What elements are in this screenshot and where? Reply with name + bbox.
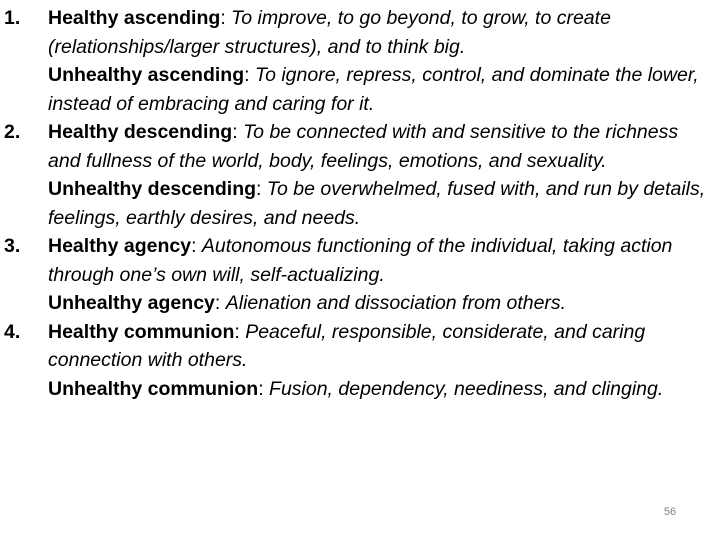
unhealthy-term: Unhealthy communion: [48, 377, 259, 400]
healthy-term: Healthy agency: [48, 235, 192, 257]
item-number: 3.: [4, 235, 21, 257]
item-number: 2.: [4, 121, 21, 143]
healthy-term: Healthy ascending: [48, 7, 221, 29]
unhealthy-term: Unhealthy agency: [48, 292, 215, 314]
healthy-description: Peaceful, responsible, considerate, and caring connection with others.: [48, 320, 646, 371]
unhealthy-description: Alienation and dissociation from others.: [225, 292, 567, 314]
separator: :: [256, 178, 267, 200]
healthy-line: [48, 118, 716, 175]
separator: :: [234, 320, 246, 343]
list-item: [4, 318, 716, 404]
separator: :: [191, 235, 202, 257]
healthy-line: [48, 4, 716, 61]
unhealthy-description: To ignore, repress, control, and dominate the lower, instead of embracing and caring for it.: [48, 64, 699, 115]
healthy-line: [48, 318, 716, 375]
unhealthy-line: [48, 289, 716, 318]
list-item: [4, 4, 716, 118]
separator: :: [244, 64, 255, 86]
unhealthy-term: Unhealthy descending: [48, 178, 257, 200]
numbered-list: [4, 4, 716, 403]
healthy-term: Healthy descending: [48, 121, 233, 143]
list-item: [4, 232, 716, 318]
unhealthy-line: [48, 61, 716, 118]
separator: :: [220, 7, 232, 29]
healthy-description: To improve, to go beyond, to grow, to create (relationships/larger structures), and to think big.: [48, 7, 611, 58]
list-item: [4, 118, 716, 232]
separator: :: [258, 377, 270, 400]
item-number: 1.: [4, 7, 21, 29]
healthy-term: Healthy communion: [48, 320, 235, 343]
unhealthy-description: Fusion, dependency, neediness, and clinging.: [269, 377, 664, 400]
healthy-line: [48, 232, 716, 289]
unhealthy-line: [48, 375, 716, 404]
unhealthy-line: [48, 175, 716, 232]
separator: :: [214, 292, 226, 314]
item-number: 4.: [4, 320, 21, 343]
page-number: 56: [663, 506, 677, 518]
healthy-description: To be connected with and sensitive to the richness and fullness of the world, body, feelings, emotions, and sexuality.: [48, 121, 679, 172]
healthy-description: Autonomous functioning of the individual, taking action through one’s own will, self-actualizing.: [48, 235, 673, 286]
unhealthy-term: Unhealthy ascending: [48, 64, 245, 86]
unhealthy-description: To be overwhelmed, fused with, and run by details, feelings, earthly desires, and needs.: [48, 178, 706, 229]
separator: :: [232, 121, 244, 143]
